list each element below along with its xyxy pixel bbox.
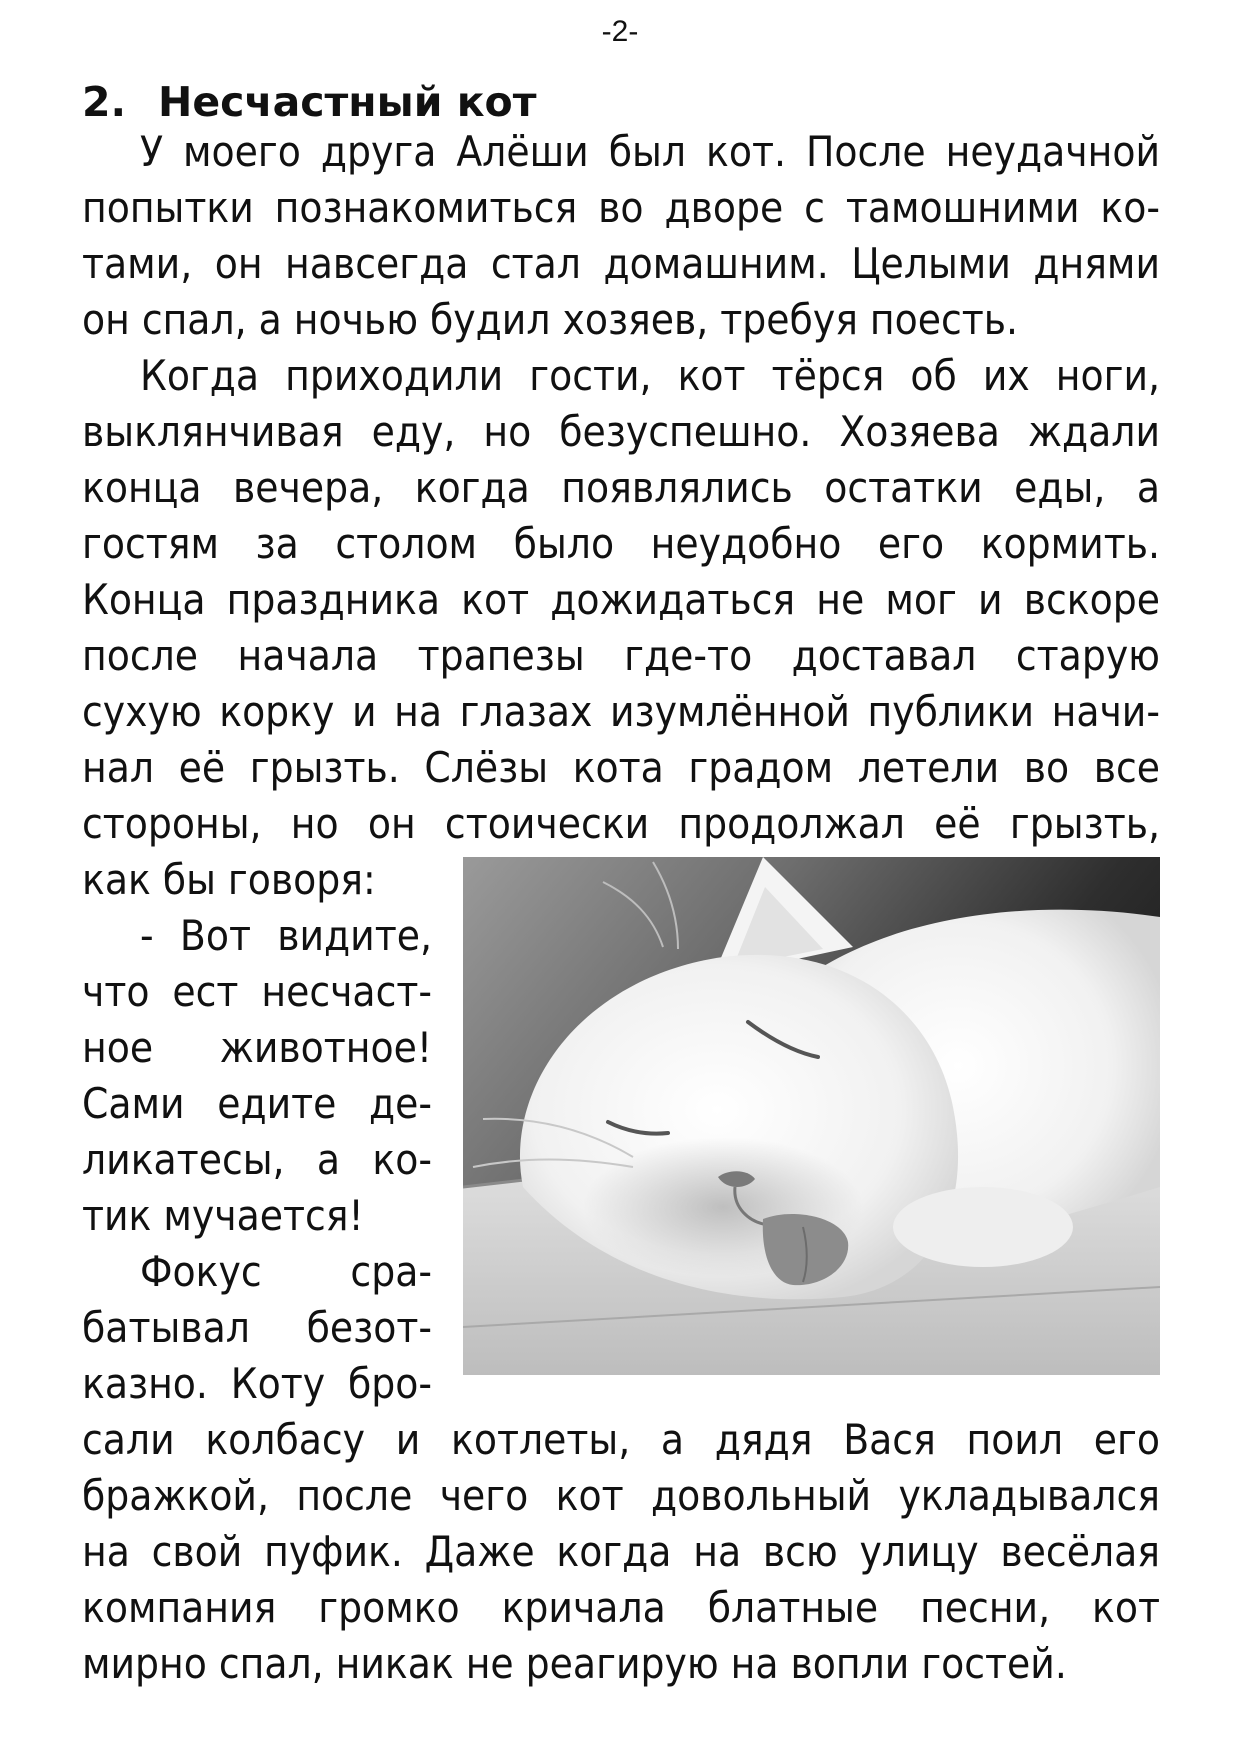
text-line: - Вот видите, [140,911,432,960]
section-number: 2. [82,78,127,126]
text-line: на свой пуфик. Даже когда на всю улицу весёлая [82,1527,1160,1576]
text-line: казно. Коту бро- [82,1359,432,1408]
text-line: Сами едите де- [82,1079,432,1128]
text-line: сали колбасу и котлеты, а дядя Вася поил его [82,1415,1160,1464]
text-line: тами, он навсегда стал домашним. Целыми днями [82,239,1160,288]
sleeping-cat-photo [463,857,1160,1375]
section-title: Несчастный кот [158,78,537,126]
page-number: -2- [601,15,639,48]
text-line: сухую корку и на глазах изумлённой публики начи- [82,687,1160,736]
text-line: Когда приходили гости, кот тёрся об их ноги, [140,351,1160,400]
text-line: стороны, но он стоически продолжал её грызть, [82,799,1160,848]
text-line: гостям за столом было неудобно его кормить. [82,519,1160,568]
text-line: мирно спал, никак не реагирую на вопли гостей. [82,1639,1067,1688]
section-heading [82,74,536,130]
text-line: что ест несчаст- [82,967,432,1016]
text-line: Конца праздника кот дожидаться не мог и вскоре [82,575,1160,624]
text-line: компания громко кричала блатные песни, кот [82,1583,1160,1632]
text-line: конца вечера, когда появлялись остатки еды, а [82,463,1160,512]
text-line: нал её грызть. Слёзы кота градом летели во все [82,743,1160,792]
text-line: выклянчивая еду, но безуспешно. Хозяева ждали [82,407,1160,456]
text-line: бражкой, после чего кот довольный укладывался [82,1471,1160,1520]
text-line: ликатесы, а ко- [82,1135,432,1184]
text-line: У моего друга Алёши был кот. После неудачной [140,127,1160,176]
text-line: попытки познакомиться во дворе с тамошними ко- [82,183,1160,232]
text-line: ное животное! [82,1023,432,1072]
text-line: батывал безот- [82,1303,432,1352]
text-line: после начала трапезы где-то доставал старую [82,631,1160,680]
text-line: Фокус сра- [140,1247,432,1296]
text-line: как бы говоря: [82,855,376,904]
sleeping-cat-illustration [463,857,1160,1375]
text-line: он спал, а ночью будил хозяев, требуя поесть. [82,295,1019,344]
text-line: тик мучается! [82,1191,364,1240]
